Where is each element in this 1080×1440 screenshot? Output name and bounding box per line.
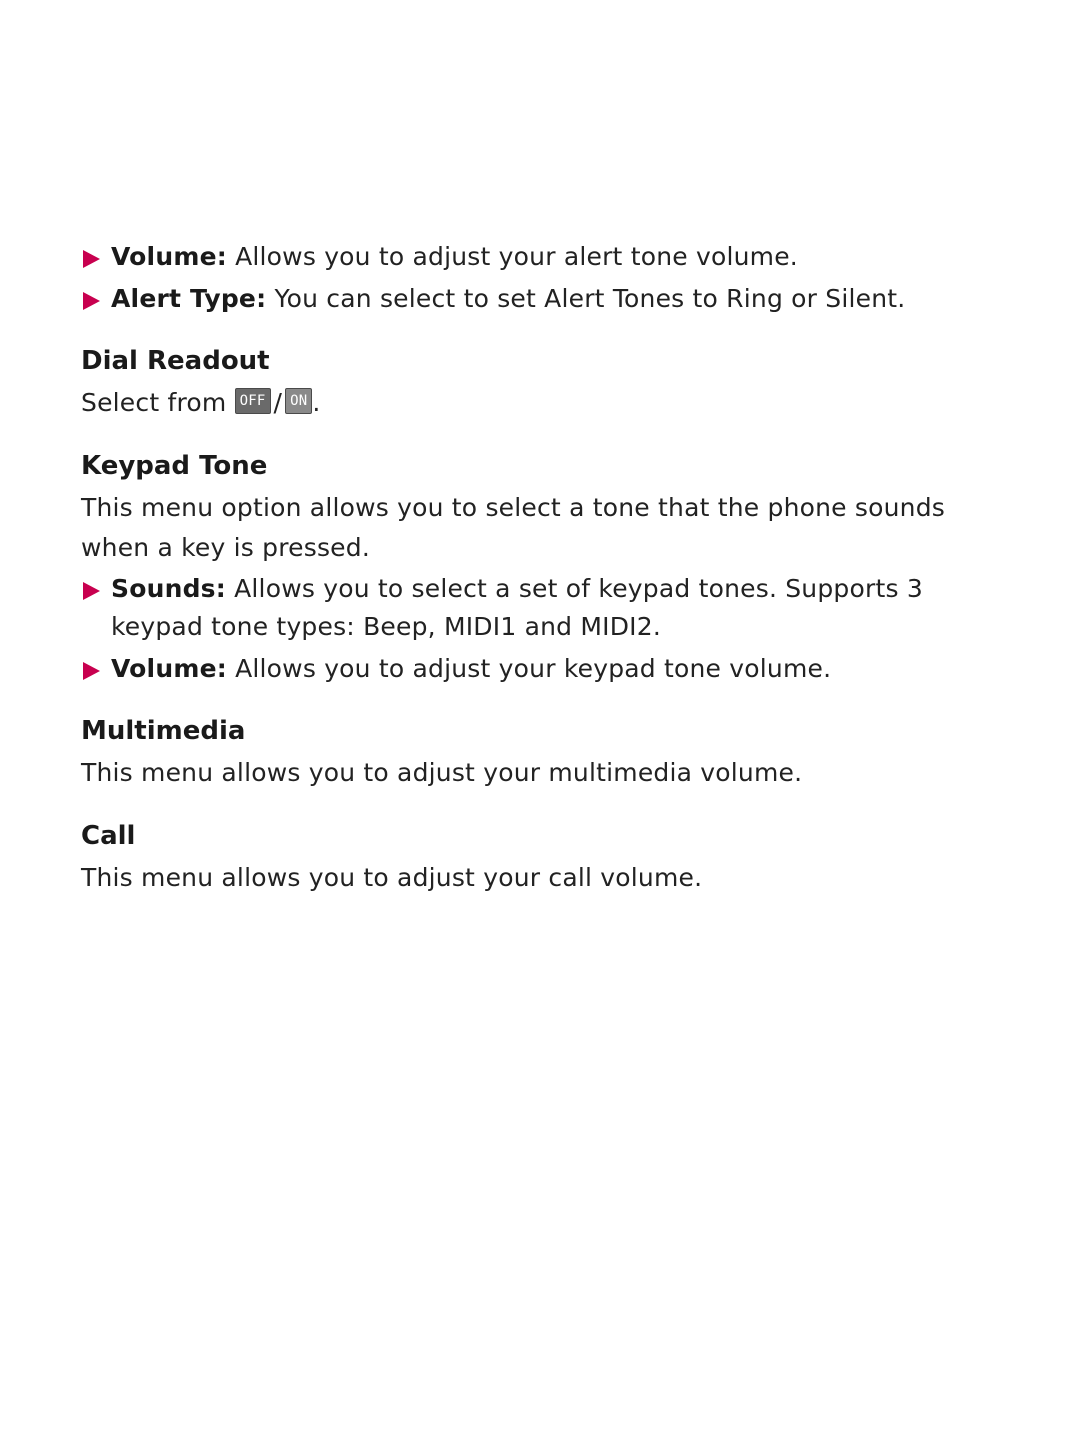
- bullet-item-alert-type: [81, 280, 991, 318]
- multimedia-description: This menu allows you to adjust your multimedia volume.: [81, 758, 803, 787]
- bullet-item-keypad-volume: [81, 650, 991, 688]
- triangle-bullet-icon: [83, 582, 100, 600]
- bullet-item-keypad-sounds: [81, 570, 991, 646]
- bullet-text: Allows you to adjust your keypad tone volume.: [226, 654, 832, 683]
- on-toggle-button[interactable]: ON: [285, 388, 312, 414]
- dial-readout-text: [81, 383, 991, 423]
- bullet-term: Volume:: [111, 242, 227, 271]
- section-keypad-tone: [81, 447, 991, 688]
- section-title-keypad-tone: Keypad Tone: [81, 451, 268, 481]
- bullet-term: Volume:: [111, 654, 227, 683]
- section-title-dial-readout: Dial Readout: [81, 346, 270, 376]
- keypad-tone-description: This menu option allows you to select a tone that the phone sounds when a key is pressed.: [81, 493, 945, 562]
- bullet-text: Allows you to select a set of keypad tones. Supports 3 keypad tone types: Beep, MIDI1 and MIDI2.: [111, 574, 923, 641]
- toggle-separator: /: [273, 388, 283, 417]
- section-title-call: Call: [81, 821, 136, 851]
- triangle-bullet-icon: [83, 250, 100, 268]
- bullet-text: You can select to set Alert Tones to Ring or Silent.: [266, 284, 906, 313]
- section-dial-readout: [81, 342, 991, 423]
- call-description: This menu allows you to adjust your call volume.: [81, 863, 703, 892]
- bullet-term: Sounds:: [111, 574, 226, 603]
- dial-readout-prefix: Select from: [81, 388, 235, 417]
- off-toggle-button[interactable]: OFF: [235, 388, 271, 414]
- dial-readout-suffix: .: [312, 388, 321, 417]
- bullet-term: Alert Type:: [111, 284, 267, 313]
- triangle-bullet-icon: [83, 662, 100, 680]
- section-title-multimedia: Multimedia: [81, 716, 246, 746]
- triangle-bullet-icon: [83, 292, 100, 310]
- page-content: [81, 234, 991, 898]
- section-call: [81, 817, 991, 898]
- bullet-text: Allows you to adjust your alert tone volume.: [226, 242, 798, 271]
- section-multimedia: [81, 712, 991, 793]
- bullet-item-alert-volume: [81, 238, 991, 276]
